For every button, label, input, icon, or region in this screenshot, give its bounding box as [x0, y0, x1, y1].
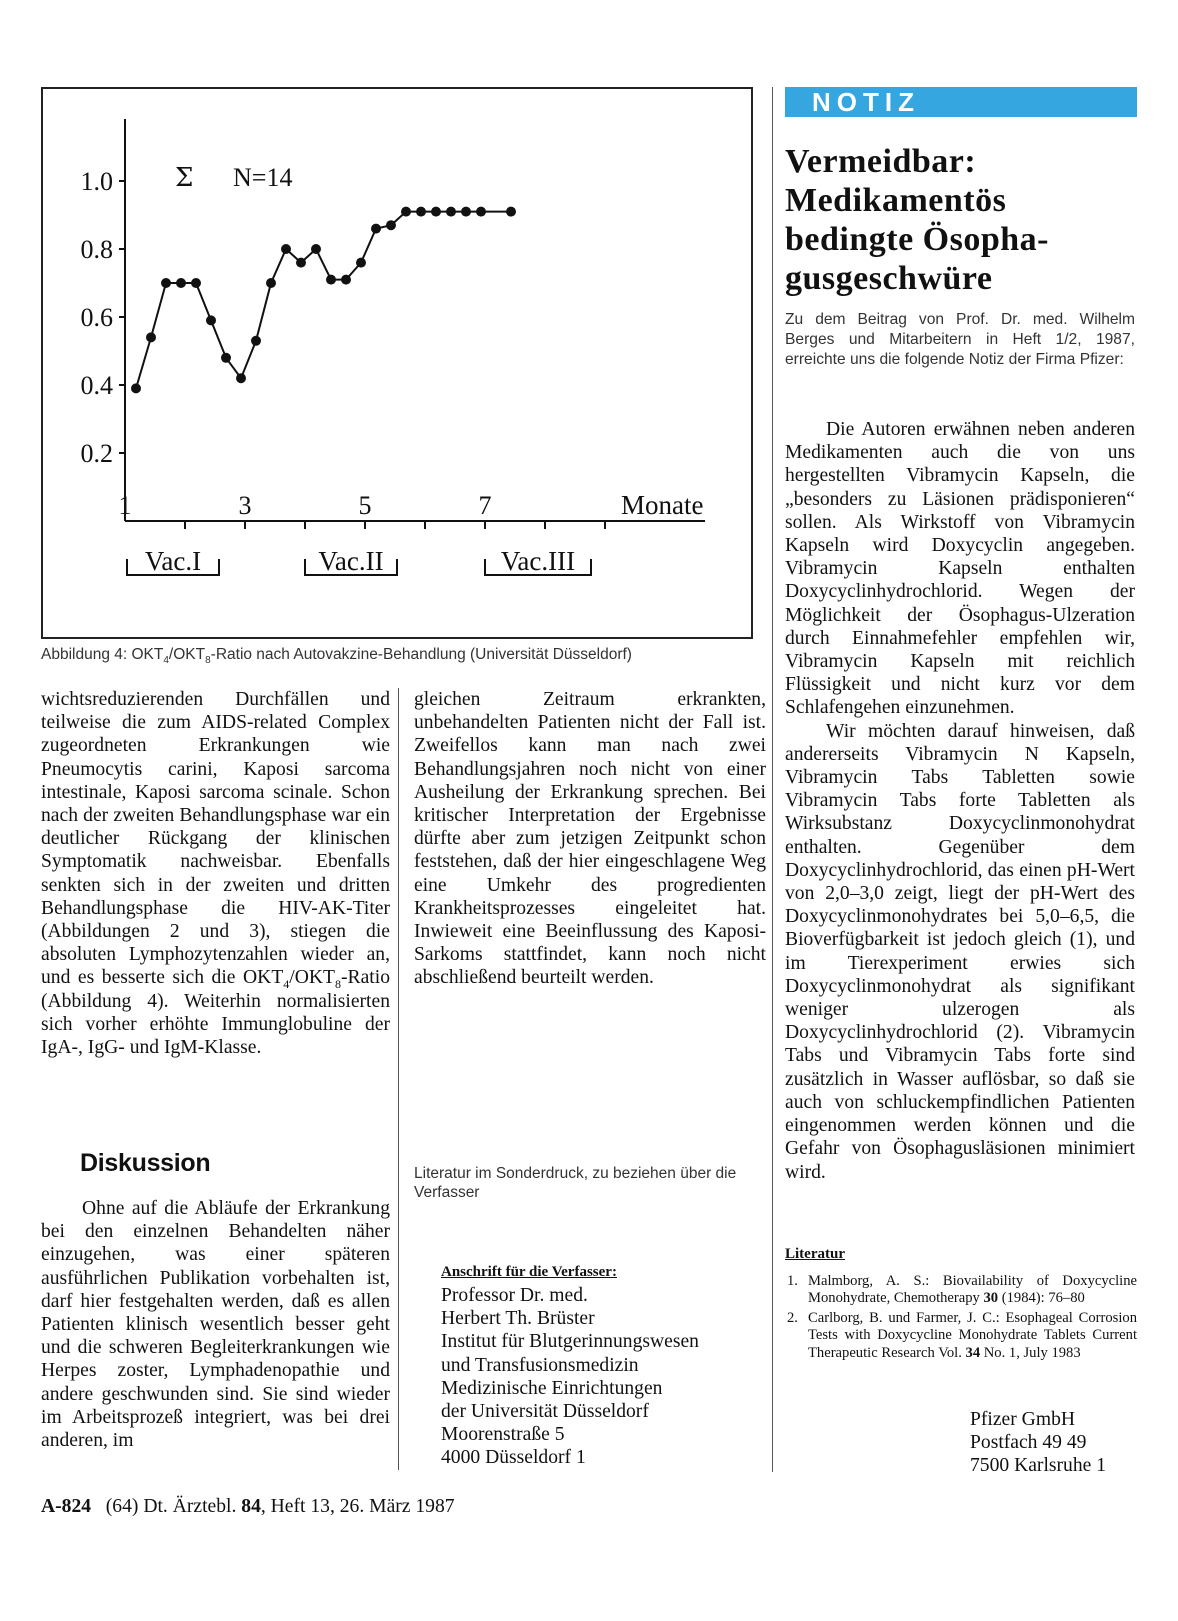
- address-line: Moorenstraße 5: [441, 1424, 565, 1446]
- notiz-label: NOTIZ: [812, 87, 920, 117]
- address-line: 4000 Düsseldorf 1: [441, 1447, 586, 1469]
- data-point: [191, 278, 201, 288]
- y-tick-label: 0.2: [80, 439, 113, 468]
- x-tick-label: 3: [238, 491, 252, 520]
- data-point: [461, 207, 471, 217]
- figure-caption: Abbildung 4: $OKT_4/OKT_8$-Ratio nach Autovakzine-Behandlung (Universität Düsseldorf): [41, 646, 632, 667]
- data-point: [251, 336, 261, 346]
- column-divider: [398, 688, 399, 1470]
- address-heading: Anschrift für die Verfasser:: [441, 1264, 617, 1280]
- page-number: A-824: [41, 1496, 92, 1517]
- discussion-paragraph: Ohne auf die Abläufe der Erkrankung bei den einzelnen Behandelten näher einzugehen, was einer späteren ausführlichen Publikation vorbehalten ist, darf hier festgehalten werden, daß es allen Patienten klinisch wesentlich besser geht und die schweren Begleiterkrankungen wie Herpes zoster, Lymphadenopathie und andere geschwunden sind. Sie sind wieder im Arbeitsprozeß integriert, was bei drei anderen, im: [41, 1198, 390, 1452]
- data-point: [371, 224, 381, 234]
- data-point: [131, 383, 141, 393]
- literature-heading: Literatur: [785, 1246, 845, 1262]
- data-point: [176, 278, 186, 288]
- data-point: [416, 207, 426, 217]
- reference-item: 2. Carlborg, B. und Farmer, J. C.: Esophageal Corrosion Tests with Doxycycline Monohydrate Tablets Current Therapeutic Research Vol. 34 No. 1, July 1983: [787, 1309, 1137, 1361]
- series-line: [136, 212, 511, 389]
- left-column-text: [41, 688, 390, 1059]
- title-line: bedingte Ösopha-: [785, 221, 1049, 258]
- data-point: [266, 278, 276, 288]
- notiz-body: [785, 418, 1135, 1184]
- y-tick-label: 0.4: [80, 371, 113, 400]
- article-intro: Zu dem Beitrag von Prof. Dr. med. Wilhelm Berges und Mitarbeitern in Heft 1/2, 1987, erreichte uns die folgende Notiz der Firma Pfizer:: [785, 311, 1135, 368]
- data-point: [506, 207, 516, 217]
- literature-note: Literatur im Sonderdruck, zu beziehen über die Verfasser: [414, 1165, 737, 1201]
- x-unit-label: Monate: [621, 490, 704, 520]
- title-line: Medikamentös: [785, 182, 1007, 219]
- address-line: Institut für Blutgerinnungswesen: [441, 1331, 699, 1353]
- address-line: Medizinische Einrichtungen: [441, 1377, 663, 1399]
- company-address: [970, 1408, 1106, 1478]
- address-line: der Universität Düsseldorf: [441, 1401, 649, 1423]
- data-point: [206, 315, 216, 325]
- figure-4: [41, 87, 753, 639]
- x-tick-label: 7: [478, 491, 492, 520]
- data-point: [386, 220, 396, 230]
- line-chart: [43, 89, 751, 637]
- address-line: Herbert Th. Brüster: [441, 1308, 595, 1330]
- page-footer: A-824 (64) Dt. Ärztebl. 84, Heft 13, 26. März 1987: [41, 1496, 455, 1517]
- vaccination-label: Vac.II: [318, 546, 384, 576]
- x-tick-label: 1: [118, 491, 132, 520]
- data-point: [356, 258, 366, 268]
- column-divider: [772, 87, 773, 1472]
- reference-item: 1. Malmborg, A. S.: Biovailability of Doxycycline Monohydrate, Chemotherapy 30 (1984): 76–80: [787, 1273, 1137, 1307]
- notiz-paragraph: Wir möchten darauf hinweisen, daß andererseits Vibramycin N Kapseln, Vibramycin Tabs Tabletten sowie Vibramycin Tabs forte Tabletten als Wirksubstanz Doxycyclinmonohydrat enthalten. Gegenüber dem Doxycyclinhydrochlorid, das einen pH-Wert von 2,0–3,0 zeigt, liegt der pH-Wert des Doxycyclinmonohydrates bei 5,0–6,5, die Bioverfügbarkeit ist jedoch gleich (1), und im Tierexperiment erwies sich Doxycyclinmonohydrat als signifikant weniger ulzerogen als Doxycyclinhydrochlorid (2). Vibramycin Tabs und Vibramycin Tabs forte sind zusätzlich in Wasser auflösbar, so daß sie auch von schluckempfindlichen Patienten eingenommen werden können und die Gefahr von Ösophagusläsionen minimiert wird.: [785, 720, 1135, 1183]
- data-point: [296, 258, 306, 268]
- article-title: [785, 142, 1145, 298]
- data-point: [236, 373, 246, 383]
- vaccination-label: Vac.I: [144, 546, 202, 576]
- company-line: Postfach 49 49: [970, 1432, 1087, 1454]
- data-point: [161, 278, 171, 288]
- data-point: [476, 207, 486, 217]
- data-point: [311, 244, 321, 254]
- section-heading-diskussion: Diskussion: [80, 1149, 211, 1177]
- data-point: [446, 207, 456, 217]
- data-point: [326, 275, 336, 285]
- conclusion-paragraph: gleichen Zeitraum erkrankten, unbehandelten Patienten nicht der Fall ist. Zweifellos kann man nach zwei Behandlungsjahren noch nicht von einer Ausheilung der Erkrankung sprechen. Bei kritischer Interpretation der Ergebnisse dürfte aber zum jetzigen Zeitpunkt schon feststehen, daß der hier eingeschlagene Weg eine Umkehr des progredienten Krankheitsprozesses eingeleitet hat. Inwieweit eine Beeinflussung des Kaposi-Sarkoms stattfindet, kann noch nicht abschließend beurteilt werden.: [414, 689, 766, 989]
- x-tick-label: 5: [358, 491, 372, 520]
- y-tick-label: 1.0: [80, 167, 113, 196]
- author-address: [441, 1284, 699, 1470]
- notiz-paragraph: Die Autoren erwähnen neben anderen Medikamenten auch die von uns hergestellten Vibramycin Kapseln, die „besonders zu Läsionen prädisponieren“ sollen. Als Wirkstoff von Vibramycin Kapseln wird Doxycyclin angegeben. Vibramycin Kapseln enthalten Doxycyclinhydrochlorid. Wegen der Möglichkeit der Ösophagus-Ulzeration durch Einnahmefehler empfehlen wir, Vibramycin Kapseln mit reichlich Flüssigkeit und nicht kurz vor dem Schlafengehen einzunehmen.: [785, 419, 1135, 719]
- data-point: [431, 207, 441, 217]
- reference-list: [785, 1273, 1137, 1364]
- y-tick-label: 0.8: [80, 235, 113, 264]
- company-line: 7500 Karlsruhe 1: [970, 1455, 1107, 1477]
- company-line: Pfizer GmbH: [970, 1409, 1076, 1430]
- address-line: und Transfusionsmedizin: [441, 1354, 639, 1376]
- title-line: gusgeschwüre: [785, 260, 993, 297]
- n-annotation: N=14: [233, 163, 293, 192]
- vaccination-label: Vac.III: [500, 546, 576, 576]
- data-point: [401, 207, 411, 217]
- address-line: Professor Dr. med.: [441, 1285, 588, 1306]
- y-tick-label: 0.6: [80, 303, 113, 332]
- data-point: [341, 275, 351, 285]
- results-paragraph: wichtsreduzierenden Durchfällen und teilweise die zum AIDS-related Complex zugeordneten Erkrankungen wie Pneumocytis carini, Kaposi sarcoma intestinale, Kaposi sarcoma scinale. Schon nach der zweiten Behandlungsphase war ein deutlicher Rückgang der klinischen Symptomatik nachweisbar. Ebenfalls senkten sich in der zweiten und dritten Behandlungsphase die HIV-AK-Titer (Abbildungen 2 und 3), stiegen die absoluten Lymphozytenzahlen wieder an, und es besserte sich die $OKT_4/OKT_8$-Ratio (Abbildung 4). Weiterhin normalisierten sich vorher erhöhte Immunglobuline der IgA-, IgG- und IgM-Klasse.: [41, 689, 390, 1059]
- title-line: Vermeidbar:: [785, 143, 977, 180]
- data-point: [221, 353, 231, 363]
- data-point: [281, 244, 291, 254]
- sigma-annotation: Σ: [175, 163, 194, 193]
- middle-column-text: [414, 688, 766, 990]
- data-point: [146, 332, 156, 342]
